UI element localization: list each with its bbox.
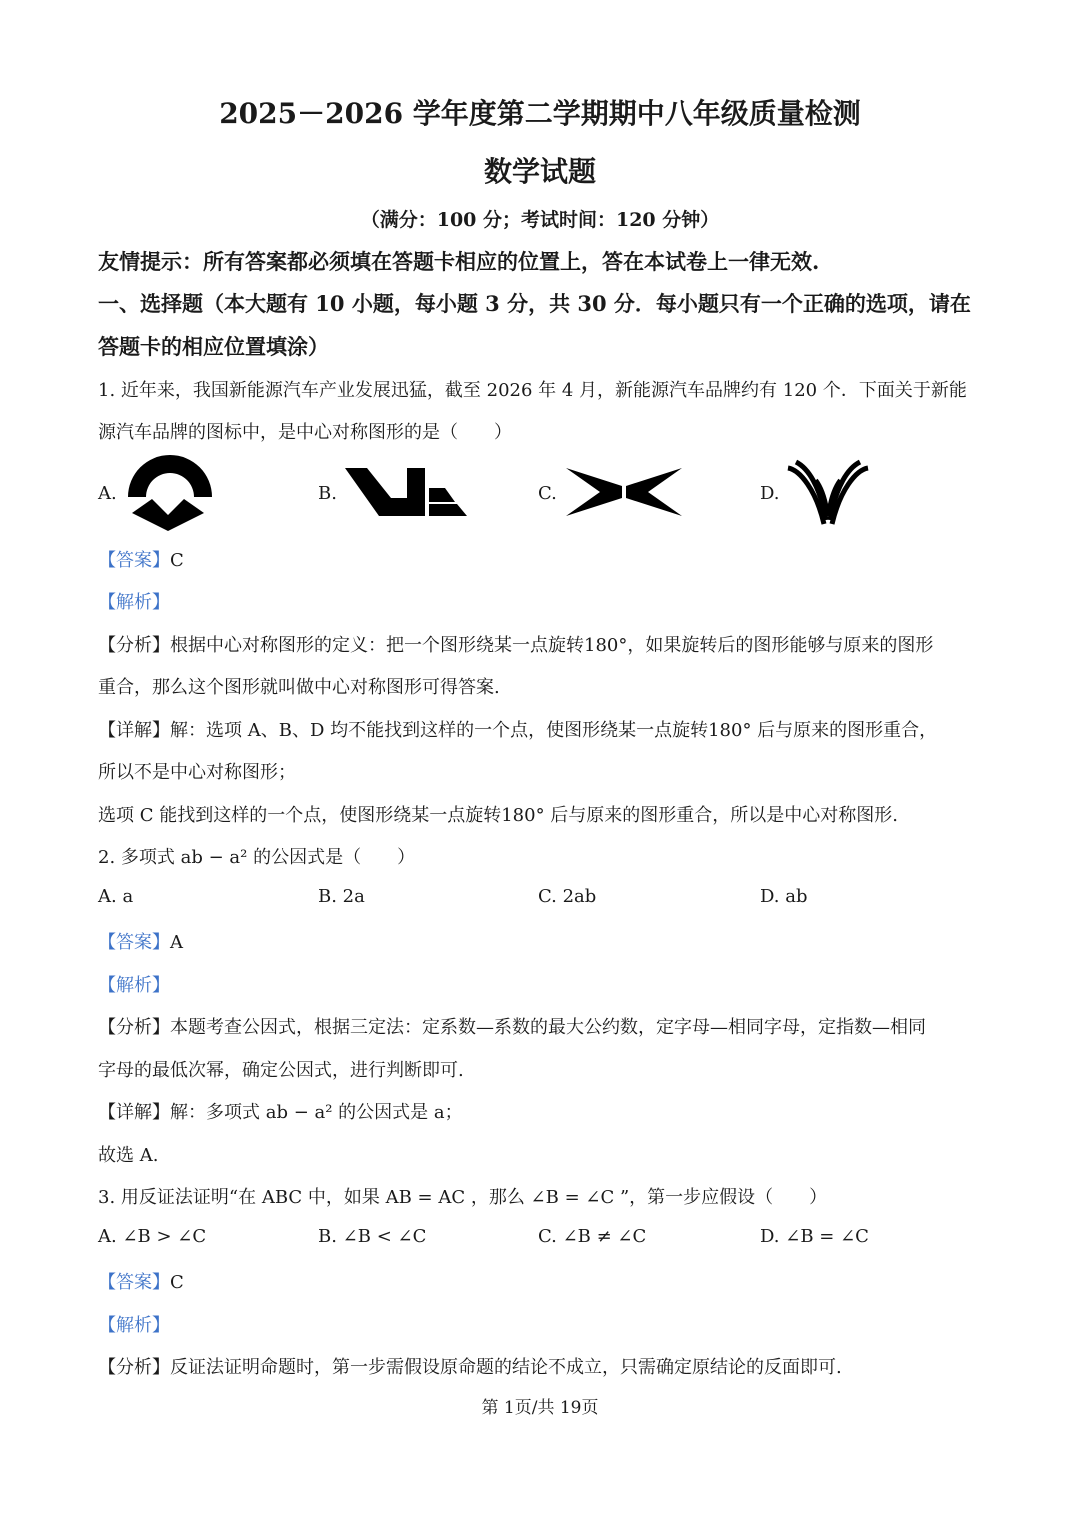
q1-fenxi-line1: 【分析】根据中心对称图形的定义：把一个图形绕某一点旋转180°，如果旋转后的图形能够与原来的图形 (98, 635, 934, 656)
q2-option-d: D. ab (760, 886, 808, 907)
q2-option-b: B. 2a (318, 886, 365, 907)
q1-option-d-label: D. (760, 483, 780, 504)
q1-detail-line2: 所以不是中心对称图形； (98, 762, 296, 783)
brand-logo-d-icon (786, 460, 870, 526)
q3-fenxi-line1: 【分析】反证法证明命题时，第一步需假设原命题的结论不成立，只需确定原结论的反面即可. (98, 1357, 842, 1378)
q2-answer: A (170, 932, 183, 953)
q3-option-a: A. ∠B > ∠C (98, 1226, 207, 1247)
q3-option-c: C. ∠B ≠ ∠C (538, 1226, 647, 1247)
q1-option-b-label: B. (318, 483, 337, 504)
q2-stem: 2. 多项式 ab − a² 的公因式是（ ） (98, 847, 416, 868)
notice: 友情提示：所有答案都必须填在答题卡相应的位置上，答在本试卷上一律无效. (98, 249, 820, 274)
li-auto-logo-icon (345, 468, 467, 516)
q3-stem: 3. 用反证法证明“在 ABC 中，如果 AB = AC ，那么 ∠B = ∠C ”，第一步应假设（ ） (98, 1187, 828, 1208)
q1-answer-row (98, 546, 184, 572)
q1-answer: C (170, 550, 184, 571)
analysis-tag: 【解析】 (98, 975, 170, 996)
page-footer: 第 1页/共 19页 (481, 1398, 599, 1418)
nio-logo-icon (124, 453, 216, 531)
q1-stem-line1: 1. 近年来，我国新能源汽车产业发展迅猛，截至 2026 年 4 月，新能源汽车品牌约有 120 个．下面关于新能 (98, 380, 967, 401)
fenxi-tag: 【分析】 (98, 635, 170, 656)
analysis-tag: 【解析】 (98, 592, 170, 613)
q2-detail-line2: 故选 A. (98, 1145, 159, 1166)
answer-tag: 【答案】 (98, 550, 170, 571)
q3-option-b: B. ∠B < ∠C (318, 1226, 427, 1247)
q2-option-a: A. a (98, 886, 134, 907)
q3-answer: C (170, 1272, 184, 1293)
xpeng-logo-icon (566, 466, 682, 518)
detail-tag: 【详解】 (98, 720, 170, 741)
q1-fenxi-line2: 重合，那么这个图形就叫做中心对称图形可得答案. (98, 677, 500, 698)
section-heading-line1: 一、选择题（本大题有 10 小题，每小题 3 分，共 30 分．每小题只有一个正确的选项，请在 (98, 291, 971, 316)
q1-option-a-label: A. (98, 483, 117, 504)
q1-stem-line2: 源汽车品牌的图标中，是中心对称图形的是（ ） (98, 422, 512, 443)
q1-detail-line1: 【详解】解：选项 A、B、D 均不能找到这样的一个点，使图形绕某一点旋转180° 后与原来的图形重合， (98, 720, 938, 741)
analysis-tag: 【解析】 (98, 1315, 170, 1336)
section-heading-line2: 答题卡的相应位置填涂） (98, 334, 329, 359)
q1-detail-line3: 选项 C 能找到这样的一个点，使图形绕某一点旋转180° 后与原来的图形重合，所以是中心对称图形. (98, 805, 899, 826)
q3-answer-row: 【答案】C (98, 1272, 184, 1293)
q2-answer-row: 【答案】A (98, 932, 183, 953)
q2-fenxi-line1: 【分析】本题考查公因式，根据三定法：定系数—系数的最大公约数，定字母—相同字母，定指数—相同 (98, 1017, 926, 1038)
page-subtitle: 数学试题 (483, 155, 596, 188)
q2-detail-line1: 【详解】解：多项式 ab − a² 的公因式是 a； (98, 1102, 463, 1123)
page-title: 2025－2026 学年度第二学期期中八年级质量检测 (219, 97, 861, 130)
q3-option-d: D. ∠B = ∠C (760, 1226, 869, 1247)
q2-fenxi-line2: 字母的最低次幂，确定公因式，进行判断即可. (98, 1060, 464, 1081)
q1-option-c-label: C. (538, 483, 557, 504)
score-info: （满分：100 分；考试时间：120 分钟） (360, 209, 720, 231)
q2-option-c: C. 2ab (538, 886, 597, 907)
